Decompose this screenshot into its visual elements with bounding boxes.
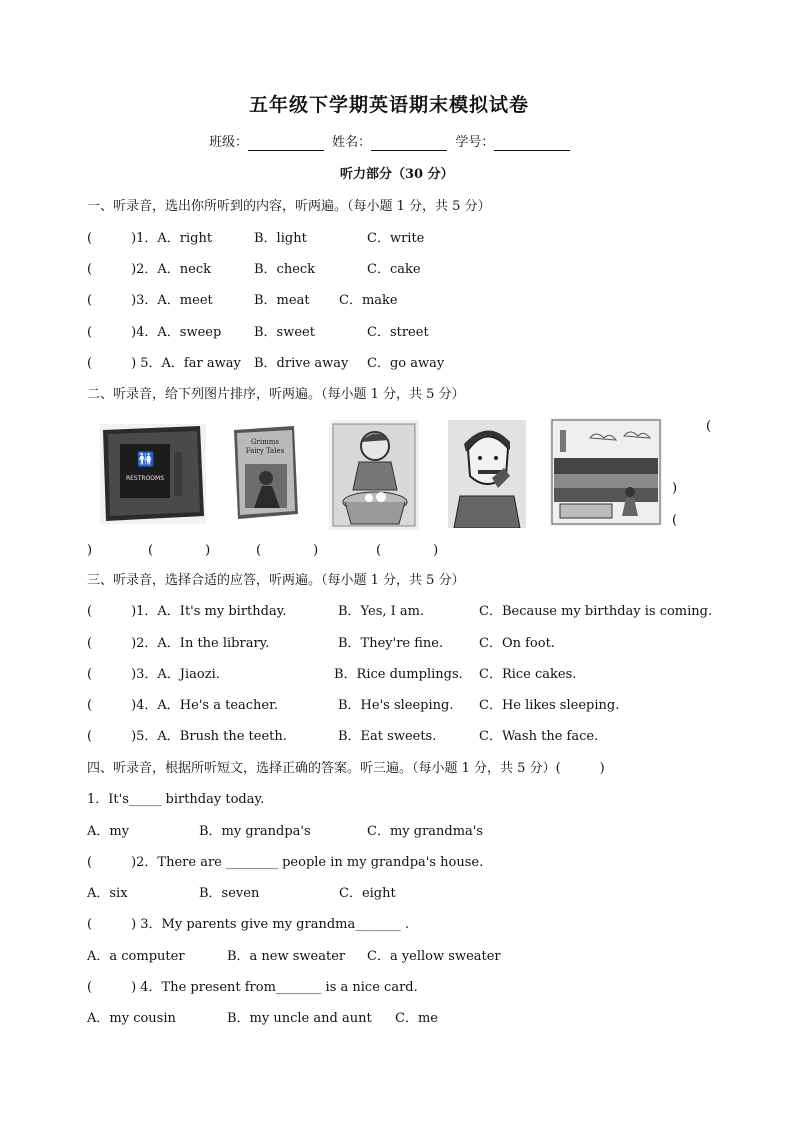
s3-q4-b: B．He's sleeping. <box>338 698 454 713</box>
s4-q2-b: B．seven <box>199 886 260 901</box>
picture-restroom <box>100 424 206 524</box>
s3-q3-b: B．Rice dumplings. <box>334 667 463 682</box>
s1-q5-b: B．drive away <box>254 356 349 371</box>
s3-q1-c: C．Because my birthday is coming. <box>479 604 713 619</box>
s1-q1-c: C．write <box>367 231 425 246</box>
s4-q3: ( ) 3．My parents give my grandma_______ . <box>87 917 409 932</box>
name-label: 姓名： <box>332 135 372 150</box>
s1-q1-a: ( )1．A．right <box>87 231 213 246</box>
s4-q2-a: A．six <box>87 886 128 901</box>
paren-open-right-2: ( <box>672 513 678 528</box>
number-blank[interactable] <box>494 138 570 151</box>
s4-q4-a: A．my cousin <box>87 1011 176 1026</box>
picture-boy-washing <box>329 420 419 530</box>
section4-heading: 四、听录音，根据所听短文，选择正确的答案。听三遍。（每小题 1 分，共 5 分）( ) <box>87 761 605 776</box>
s4-q3-b: B．a new sweater <box>227 949 346 964</box>
s4-q1-b: B．my grandpa's <box>199 824 311 839</box>
s1-q3-a: ( )3．A．meet <box>87 293 213 308</box>
section3-heading: 三、听录音，选择合适的应答，听两遍。（每小题 1 分，共 5 分） <box>87 573 465 588</box>
s4-q4-c: C．me <box>395 1011 438 1026</box>
class-blank[interactable] <box>248 138 324 151</box>
answer-paren-2: ( ) <box>148 543 211 558</box>
restroom-sign-text: RESTROOMS <box>125 475 165 482</box>
s3-q4-a: ( )4．A．He's a teacher. <box>87 698 279 713</box>
picture-street-scene <box>550 418 662 526</box>
s3-q5-a: ( )5．A．Brush the teeth. <box>87 729 287 744</box>
class-label: 班级： <box>209 135 249 150</box>
s4-q1: 1．It's_____ birthday today. <box>87 792 265 807</box>
s4-q4-b: B．my uncle and aunt <box>227 1011 372 1026</box>
s4-q2: ( )2．There are ________ people in my grandpa's house. <box>87 855 484 870</box>
s3-q1-a: ( )1．A．It's my birthday. <box>87 604 287 619</box>
s1-q4-a: ( )4．A．sweep <box>87 325 222 340</box>
svg-text:Grimms: Grimms <box>250 438 280 446</box>
paren-open-right: ( <box>706 419 712 434</box>
answer-paren-close-1: ) <box>87 543 93 558</box>
s4-q3-a: A．a computer <box>87 949 185 964</box>
s1-q4-b: B．sweet <box>254 325 315 340</box>
s4-q1-c: C．my grandma's <box>367 824 484 839</box>
paren-close-right: ) <box>672 481 678 496</box>
svg-text:Fairy Tales: Fairy Tales <box>245 447 285 455</box>
s1-q4-c: C．street <box>367 325 429 340</box>
s1-q1-b: B．light <box>254 231 307 246</box>
s3-q3-c: C．Rice cakes. <box>479 667 577 682</box>
s4-q3-c: C．a yellow sweater <box>367 949 501 964</box>
s3-q1-b: B．Yes, I am. <box>338 604 425 619</box>
s1-q5-a: ( ) 5．A．far away <box>87 356 241 371</box>
s1-q2-c: C．cake <box>367 262 421 277</box>
s1-q2-a: ( )2．A．neck <box>87 262 212 277</box>
s1-q5-c: C．go away <box>367 356 445 371</box>
student-info-line <box>209 135 570 151</box>
s3-q2-b: B．They're fine. <box>338 636 444 651</box>
picture-man-brushing-teeth <box>448 420 526 528</box>
s4-q4: ( ) 4．The present from_______ is a nice card. <box>87 980 418 995</box>
s3-q4-c: C．He likes sleeping. <box>479 698 620 713</box>
answer-paren-3: ( ) <box>256 543 319 558</box>
s1-q3-c: C．make <box>339 293 398 308</box>
svg-text:🚻: 🚻 <box>137 452 155 468</box>
s1-q2-b: B．check <box>254 262 316 277</box>
s3-q5-c: C．Wash the face. <box>479 729 599 744</box>
s1-q3-b: B．meat <box>254 293 310 308</box>
number-label: 学号： <box>455 135 495 150</box>
s3-q2-c: C．On foot. <box>479 636 555 651</box>
s3-q2-a: ( )2．A．In the library. <box>87 636 270 651</box>
picture-fairy-tales-book <box>232 426 300 520</box>
s3-q5-b: B．Eat sweets. <box>338 729 437 744</box>
answer-paren-4: ( ) <box>376 543 439 558</box>
s4-q2-c: C．eight <box>339 886 396 901</box>
name-blank[interactable] <box>371 138 447 151</box>
s3-q3-a: ( )3．A．Jiaozi. <box>87 667 220 682</box>
listening-header: 听力部分（30 分） <box>340 167 454 182</box>
page-title: 五年级下学期英语期末模拟试卷 <box>249 94 530 116</box>
section1-heading: 一、听录音，选出你所听到的内容，听两遍。（每小题 1 分，共 5 分） <box>87 199 491 214</box>
section2-heading: 二、听录音，给下列图片排序，听两遍。（每小题 1 分，共 5 分） <box>87 387 465 402</box>
s4-q1-a: A．my <box>87 824 130 839</box>
